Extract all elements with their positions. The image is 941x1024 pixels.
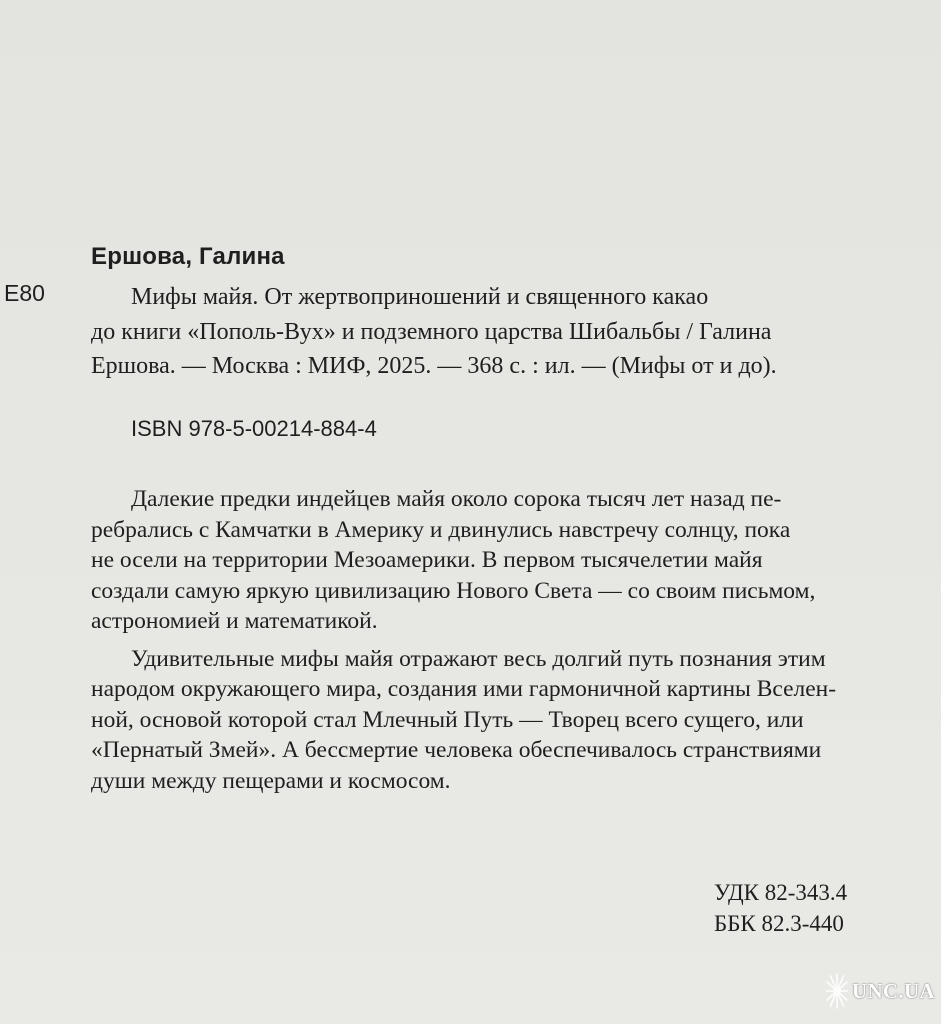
sun-burst-icon	[826, 968, 848, 1014]
annotation-line: народом окружающего мира, создания ими гармоничной картины Вселен-	[91, 676, 837, 702]
udk-code: УДК 82-343.4	[714, 880, 848, 905]
annotation-line: ребрались с Камчатки в Америку и двинулись навстречу солнцу, пока	[91, 516, 791, 543]
bbk-code: ББК 82.3-440	[714, 911, 844, 936]
classification-codes	[714, 877, 847, 939]
annotation-line: Далекие предки индейцев майя около сорока тысяч лет назад пе-	[131, 486, 782, 512]
annotation-line: астрономией и математикой.	[91, 608, 378, 634]
annotation-paragraph-1	[91, 484, 871, 637]
bibliographic-description	[91, 280, 861, 384]
bibliographic-line: Мифы майя. От жертвоприношений и священного какао	[131, 284, 709, 310]
bibliographic-line: Ершова. — Москва : МИФ, 2025. — 368 с. : ил. — (Мифы от и до).	[91, 353, 777, 379]
library-code: Е80	[4, 280, 45, 306]
annotation-line: создали самую яркую цивилизацию Нового Света — со своим письмом,	[91, 577, 816, 604]
watermark-text: UNC.UA	[852, 978, 935, 1003]
annotation-line: души между пещерами и космосом.	[91, 767, 451, 794]
annotation-line: не осели на территории Мезоамерики. В первом тысячелетии майя	[91, 547, 763, 573]
annotation-line: «Пернатый Змей». А бессмертие человека обеспечивалось странствиями	[91, 737, 822, 763]
annotation-paragraph-2	[91, 644, 871, 797]
site-watermark	[826, 966, 935, 1016]
annotation	[91, 484, 871, 796]
bibliographic-line: до книги «Пополь-Вух» и подземного царства Шибальбы / Галина	[91, 318, 772, 345]
annotation-line: ной, основой которой стал Млечный Путь — Творец всего сущего, или	[91, 706, 804, 733]
isbn: ISBN 978-5-00214-884-4	[131, 416, 377, 441]
annotation-line: Удивительные мифы майя отражают весь долгий путь познания этим	[131, 645, 826, 672]
author-heading: Ершова, Галина	[91, 243, 285, 270]
